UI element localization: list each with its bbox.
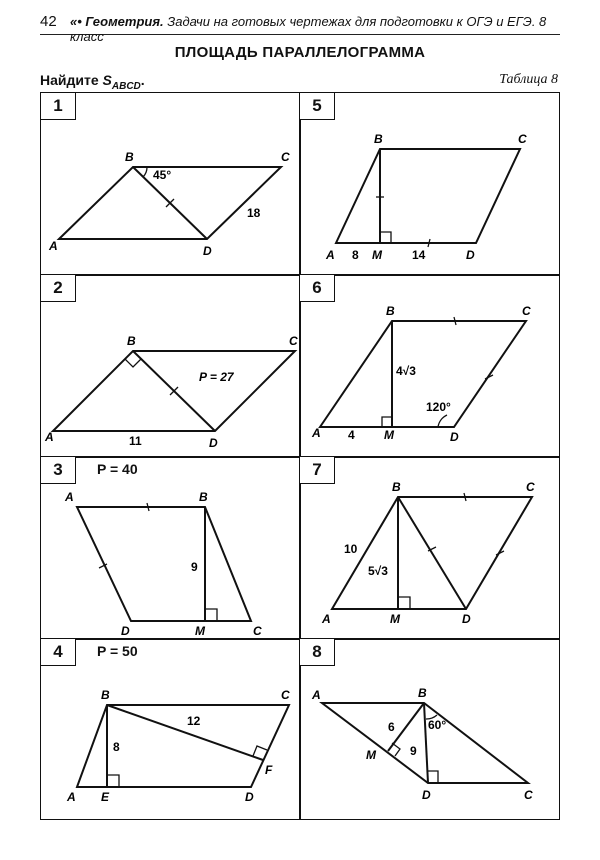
angle-value: 120° [426,400,451,414]
page-title: ПЛОЩАДЬ ПАРАЛЛЕЛОГРАММА [174,44,426,61]
given-perimeter: P = 50 [97,643,138,659]
vertex-c: C [524,788,533,802]
header-marker: «• [70,14,82,29]
tick-mark [89,387,97,395]
problem-number: 8 [299,638,335,666]
angle-value: 60° [428,718,447,732]
parallelogram [336,149,520,243]
am-value: 4 [348,428,355,442]
bd-value: 9 [410,744,417,758]
running-title [70,14,560,44]
bm-value: 6 [388,720,395,734]
figure-2 [41,275,302,459]
right-angle-mark [125,359,141,367]
figure-7 [300,457,561,641]
vertex-b: B [127,334,136,348]
problem-number: 3 [40,456,76,484]
problem-number: 2 [40,274,76,302]
problem-number: 5 [299,92,335,120]
problem-number: 6 [299,274,335,302]
point-m: M [390,612,400,626]
parallelogram [320,321,526,427]
angle-arc [438,415,447,427]
right-angle-mark [398,597,410,609]
task-symbol: S [102,72,112,88]
problem-number: 7 [299,456,335,484]
vertex-c: C [526,480,535,494]
angle-value: 45° [153,168,172,182]
vertex-b: B [392,480,401,494]
vertex-c: C [253,624,262,638]
right-angle-mark [253,746,267,756]
right-angle-mark [380,232,391,243]
problem-4 [40,638,301,820]
right-angle-mark [382,417,392,427]
point-m: M [384,428,394,442]
book-title: Геометрия. [85,14,164,29]
right-angle-mark [428,771,438,783]
task-prefix: Найдите [40,72,103,88]
vertex-a: A [312,688,321,702]
vertex-c: C [281,150,290,164]
vertex-a: A [49,239,58,253]
vertex-b: B [418,686,427,700]
height-value: 9 [191,560,198,574]
problem-1 [40,92,301,276]
vertex-c: C [522,304,531,318]
vertex-b: B [101,688,110,702]
problem-2 [40,274,301,458]
figure-5 [300,93,561,277]
given-perimeter: P = 40 [97,461,138,477]
parallelogram [77,507,251,621]
point-e: E [101,790,110,804]
vertex-a: A [67,790,76,804]
vertex-a: A [326,248,335,262]
vertex-a: A [65,490,74,504]
point-m: M [366,748,376,762]
figure-1 [41,93,302,277]
vertex-a: A [312,426,321,440]
vertex-b: B [199,490,208,504]
vertex-a: A [322,612,331,626]
vertex-b: B [125,150,134,164]
diagonal-bd [398,497,466,609]
vertex-d: D [209,436,218,450]
problem-6 [299,274,560,458]
vertex-d: D [466,248,475,262]
problem-number: 1 [40,92,76,120]
angle-arc [143,167,147,177]
page-number: 42 [40,13,57,30]
base-ad-value: 11 [129,434,142,448]
right-angle-mark [205,609,217,621]
perpendicular-bf [107,705,263,760]
problem-3 [40,456,301,640]
problem-7 [299,456,560,640]
figure-8 [300,639,561,821]
page-header [40,6,560,44]
height-value: 5√3 [368,564,388,578]
vertex-c: C [281,688,290,702]
problem-8 [299,638,560,820]
table-label: Таблица 8 [499,72,558,87]
am-value: 8 [352,248,359,262]
problem-5 [299,92,560,276]
task-subscript: ABCD [111,80,141,92]
vertex-c: C [289,334,298,348]
bf-value: 12 [187,714,201,728]
height-value: 4√3 [396,364,416,378]
problem-grid [40,92,560,820]
tick-mark [92,199,100,207]
vertex-b: B [374,132,383,146]
side-cd-value: 18 [247,206,261,220]
task-suffix: . [140,72,145,88]
side-ab-value: 10 [344,542,358,556]
vertex-d: D [462,612,471,626]
vertex-a: A [45,430,54,444]
vertex-d: D [450,430,459,444]
figure-6 [300,275,561,459]
problem-number: 4 [40,638,76,666]
point-m: M [195,624,205,638]
md-value: 14 [412,248,426,262]
figure-3 [41,457,302,641]
diagonal-bd [424,703,428,783]
height-value: 8 [113,740,120,754]
vertex-d: D [422,788,431,802]
perimeter-value: P = 27 [199,370,234,384]
vertex-d: D [203,244,212,258]
figure-4 [41,639,302,821]
right-angle-mark [107,775,119,787]
task-statement [40,72,145,92]
vertex-b: B [386,304,395,318]
book-subtitle: Задачи на готовых чертежах для подготовки к ОГЭ и ЕГЭ. 8 класс [70,14,547,44]
vertex-c: C [518,132,527,146]
vertex-d: D [121,624,130,638]
vertex-d: D [245,790,254,804]
point-f: F [265,763,273,777]
point-m: M [372,248,382,262]
